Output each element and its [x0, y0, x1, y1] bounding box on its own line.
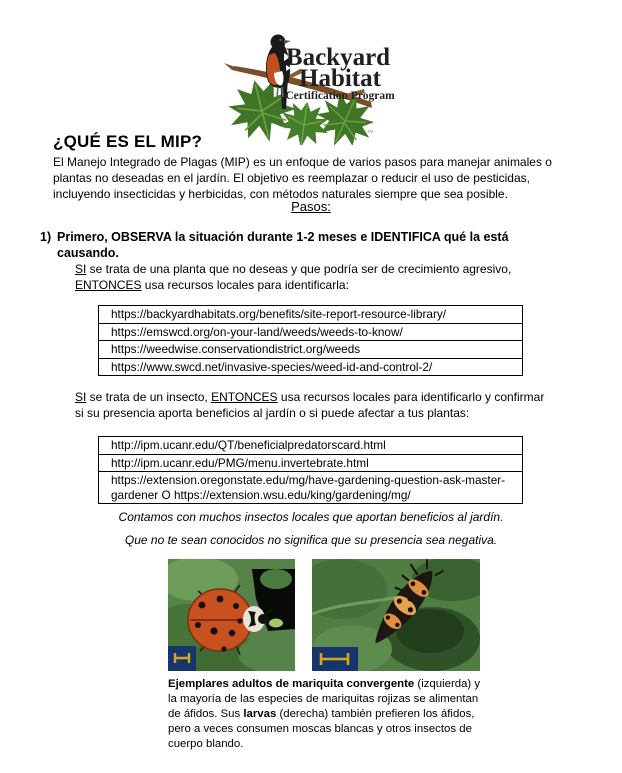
caption-bold-adults: Ejemplares adultos de mariquita convergente — [168, 678, 415, 690]
url-cell: https://extension.oregonstate.edu/mg/have-gardening-question-ask-master-gardener O https://extension.wsu.edu/king/gardening/mg/ — [99, 472, 523, 504]
note-unknown-insects: Que no te sean conocidos no significa que su presencia sea negativa. — [124, 533, 498, 547]
table-row — [99, 437, 523, 455]
page-title: ¿QUÉ ES EL MIP? — [53, 132, 203, 151]
table-row — [99, 358, 523, 376]
ladybug-larva-photo — [312, 559, 480, 671]
url-cell: https://emswcd.org/on-your-land/weeds/weeds-to-know/ — [99, 323, 523, 341]
step1-number: 1) — [40, 230, 52, 244]
intro-paragraph: El Manejo Integrado de Plagas (MIP) es un enfoque de varios pasos para manejar animales o plantas no deseadas en el jardín. El objetivo es reemplazar o reducir el uso de pesticidas, incluyendo insecticidas y herbicidas, con métodos naturales siempre que sea posible. — [53, 155, 552, 201]
logo-graphic — [222, 29, 438, 145]
caption-text-2: (derecha) también prefieren los áfidos, pero a veces consumen moscas blancas y otros insectos de cuerpo blando. — [168, 708, 475, 750]
trademark-mark: TM — [367, 129, 374, 134]
insect-case-text: se trata de un insecto, — [86, 390, 212, 404]
logo-subtitle: Certification Program — [285, 90, 395, 102]
url-cell: http://ipm.ucanr.edu/PMG/menu.invertebrate.html — [99, 454, 523, 472]
entonces-keyword: ENTONCES — [211, 390, 278, 404]
steps-heading-label: Pasos: — [291, 199, 331, 214]
step1-title — [40, 229, 572, 261]
entonces-keyword: ENTONCES — [75, 277, 142, 292]
step1-insect-case — [75, 390, 547, 421]
insect-resources-table — [98, 436, 523, 504]
plant-case-end: usa recursos locales para identificarla: — [141, 277, 349, 292]
table-row — [99, 472, 523, 504]
figure-caption — [168, 677, 486, 752]
caption-text-1: (izquierda) y la mayoría de las especies de mariquitas rojizas se alimentan de áfidos. Sus — [168, 678, 481, 720]
step1-plant-case — [75, 262, 537, 293]
url-cell: https://www.swcd.net/invasive-species/weed-id-and-control-2/ — [99, 358, 523, 376]
url-cell: https://weedwise.conservationdistrict.org/weeds — [99, 341, 523, 359]
plant-case-text: se trata de una planta que no deseas y que podría ser de crecimiento agresivo, — [86, 262, 512, 276]
table-row — [99, 454, 523, 472]
table-row — [99, 323, 523, 341]
logo-title-line2: Habitat — [299, 65, 381, 92]
insect-case-end: usa recursos locales para identificarlo y confirmar si su presencia aporta beneficios al jardín o si puede afectar a tus plantas: — [75, 390, 545, 420]
scale-bar-icon — [168, 646, 196, 671]
note-beneficial-insects: Contamos con muchos insectos locales que aportan beneficios al jardín. — [118, 510, 504, 524]
steps-heading — [0, 199, 622, 214]
url-cell: https://backyardhabitats.org/benefits/site-report-resource-library/ — [99, 306, 523, 324]
url-cell: http://ipm.ucanr.edu/QT/beneficialpredatorscard.html — [99, 437, 523, 455]
scale-bar-icon — [312, 647, 358, 671]
table-row — [99, 306, 523, 324]
si-keyword: SI — [75, 262, 87, 276]
backyard-habitat-logo — [222, 29, 438, 150]
adult-ladybug-illustration — [168, 559, 295, 671]
logo-title-line1: Backyard — [285, 44, 391, 71]
caption-bold-larvas: larvas — [243, 708, 277, 720]
table-row — [99, 341, 523, 359]
si-keyword: SI — [75, 390, 87, 404]
ladybug-larva-illustration — [312, 559, 480, 671]
plant-resources-table — [98, 305, 523, 376]
step1-title-text: Primero, OBSERVA la situación durante 1-2 meses e IDENTIFICA qué la está causando. — [57, 230, 509, 260]
adult-ladybug-photo — [168, 559, 295, 671]
